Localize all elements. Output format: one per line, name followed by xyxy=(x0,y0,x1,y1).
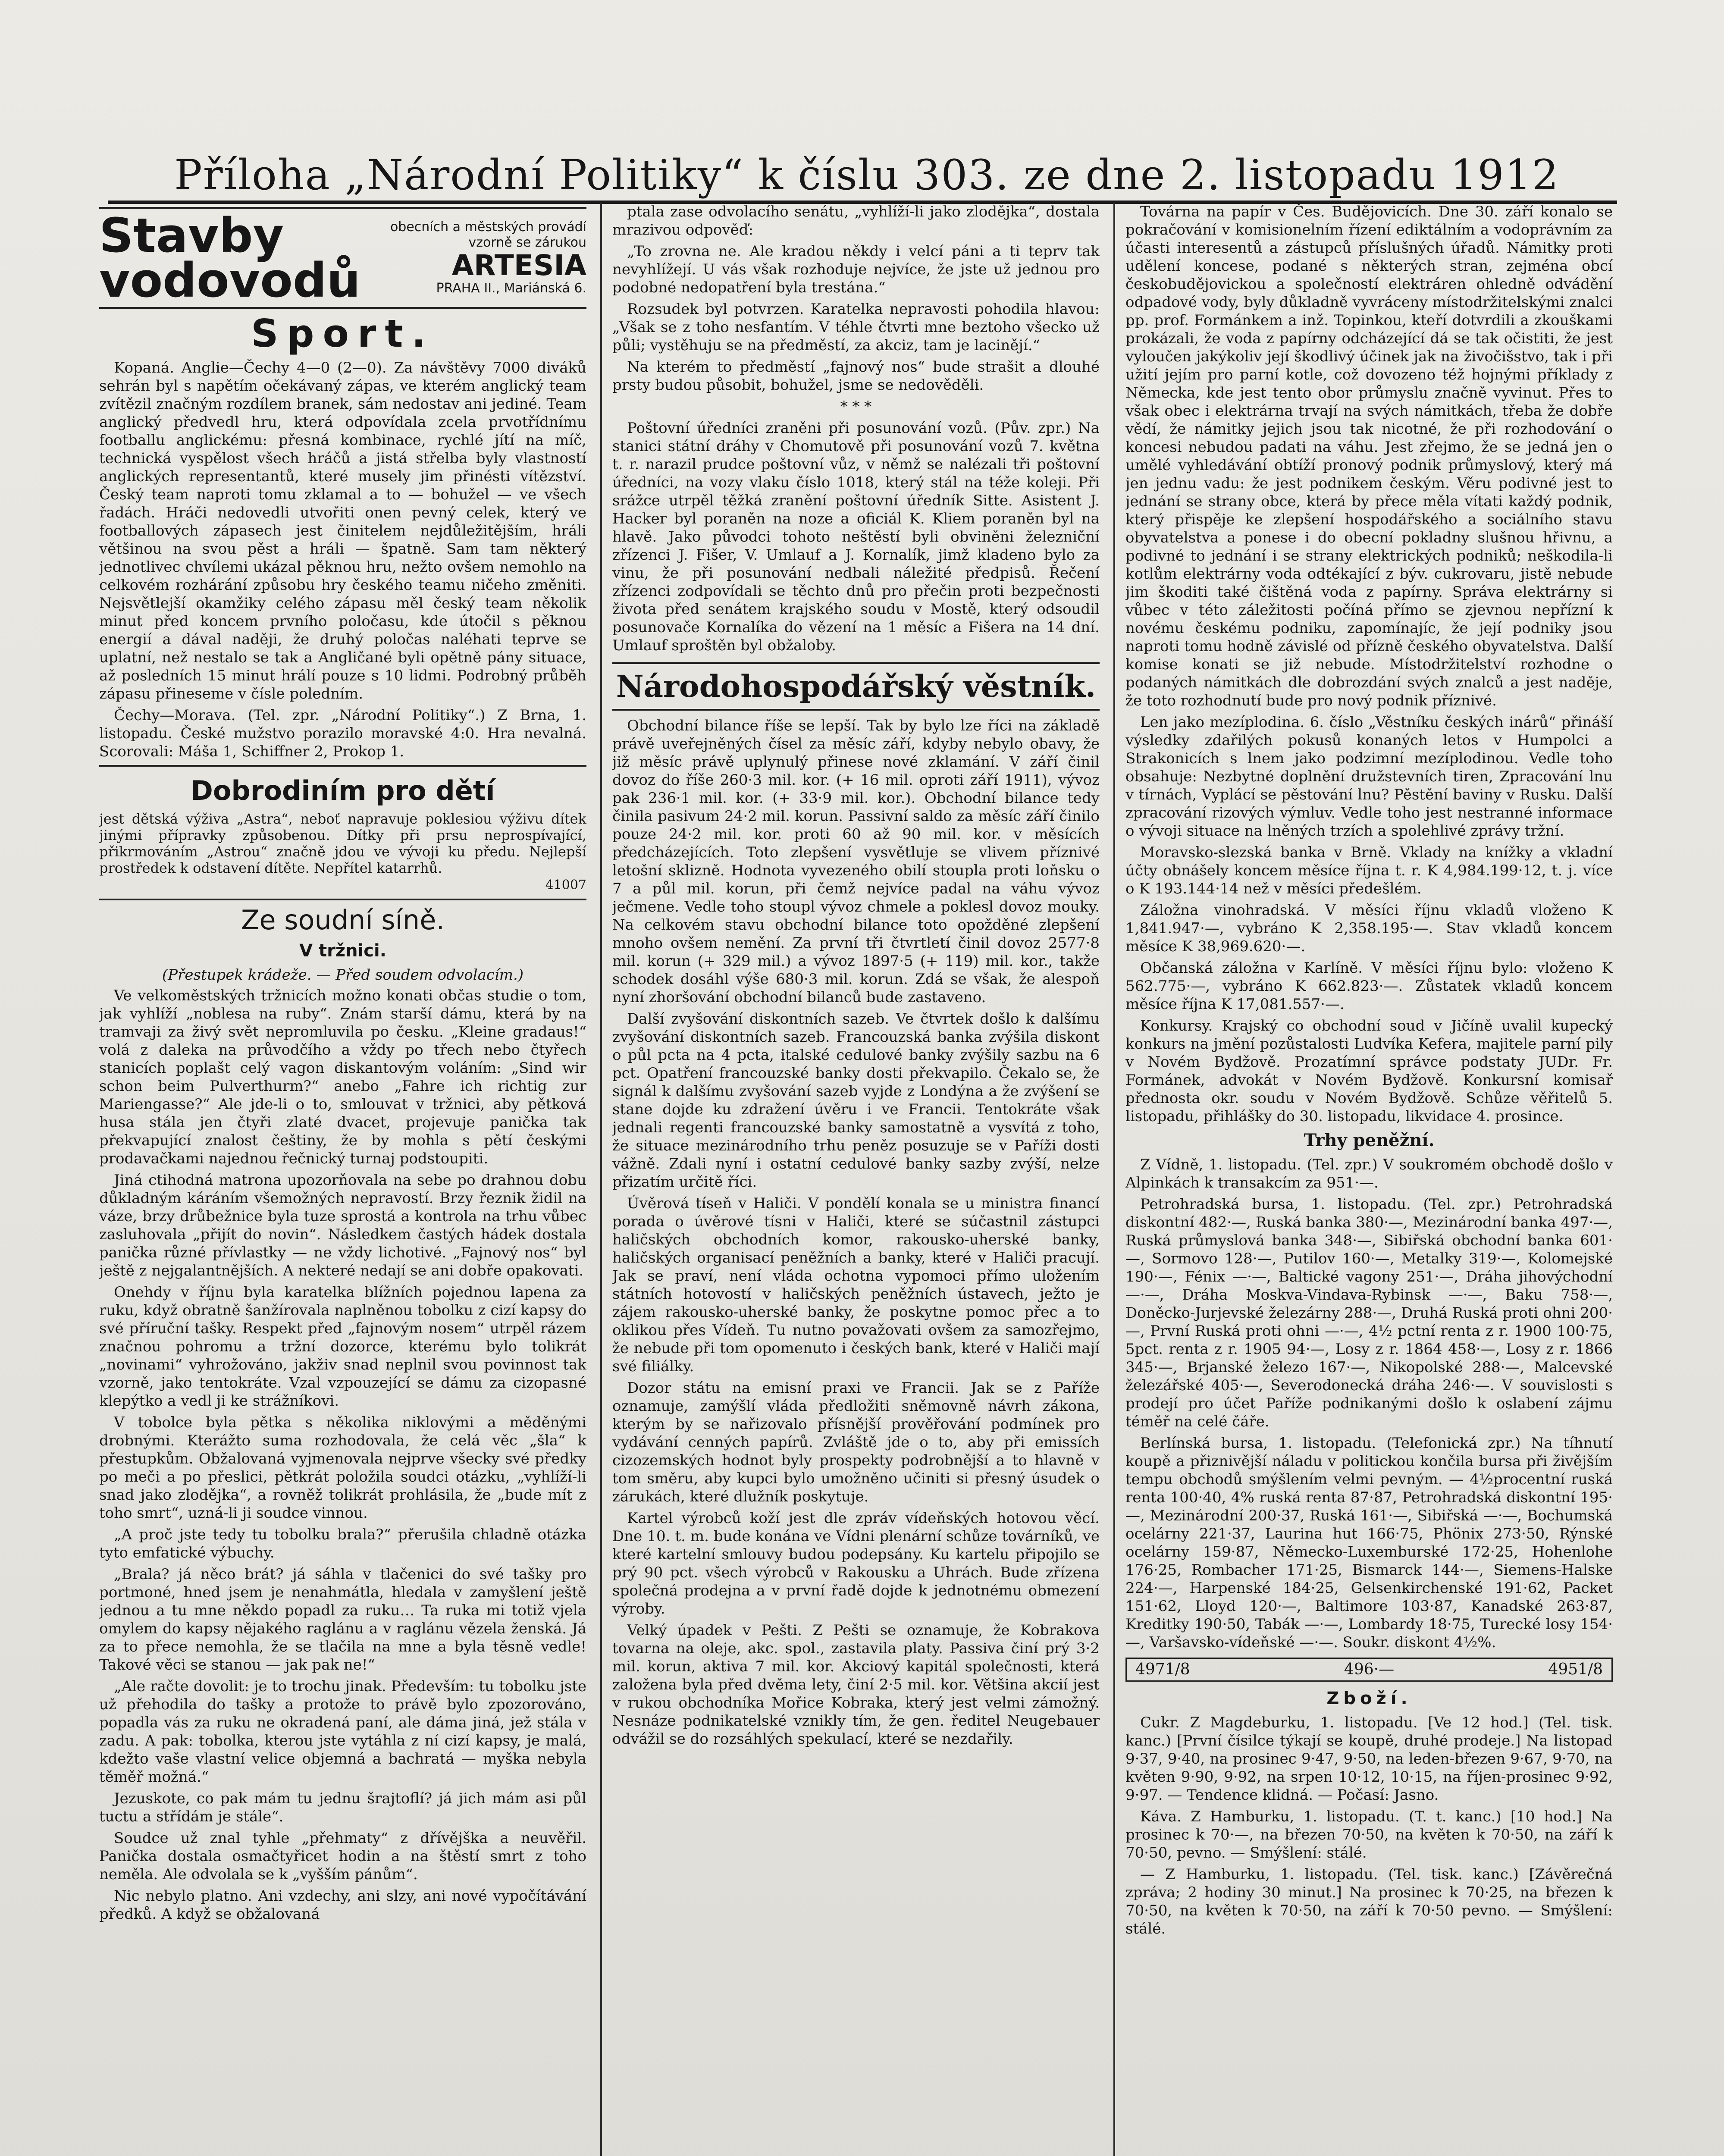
artesia-ad xyxy=(99,207,586,309)
court-paragraph: Jiná ctihodná matrona upozorňovala na sebe po drahnou dobu důkladným káráním všemožných nepravostí. Brzy řeznik židil na váze, brzy drůbežnice byla tuze sprostá a kontrola na trhu vůbec zasluhovala „přijít do novin“. Následkem častých hádek dostala panička různé přívlastky — ne vždy lichotivé. „Fajnový nos“ byl ještě z nejgalantnějších. A nekteré nedají se ani dobře opakovati. xyxy=(99,1172,586,1279)
econ-paragraph: Kartel výrobců koží jest dle zpráv vídeňských hotovou věcí. Dne 10. t. m. bude konána ve Vídni plenární schůze továrníků, ve které kartelní smlouvy budou podepsány. Ku kartelu připojilo se prý 90 pct. všech výrobců v Rakousku a Uhrách. Bude zřízena společná prodejna a v první řadě dojde k jednotnému obmezení výroby. xyxy=(612,1510,1100,1617)
sport-paragraph: Kopaná. Anglie—Čechy 4—0 (2—0). Za návštěvy 7000 diváků sehrán byl s napětím očekávaný zápas, ve kterém anglický team zvítězil značným rozdílem branek, sám nedostav ani jediné. Team anglický předvedl hru, která odpovídala zcela prvotřídnímu footballu anglickému: přesná kombinace, rychlé jítí na míč, technická vyspělost všech hráčů a jistá střelba byly vlastností anglických representantů, které musely jim přinésti vítězství. Český team naproti tomu zklamal a to — bohužel — ve všech řadách. Hráči nedovedli utvořiti onen pevný celek, který ve footballových zápasech jest činitelem nejdůležitějším, hráli většinou na svou pěst a hráli — špatně. Sam tam některý jednotlivec chvílemi ukázal pěknou hru, nežto ovšem nemohlo na celkovém rozhárání způsobu hry českého teamu ničeho změniti. Nejsvětlejší okamžiky celého zápasu měl český team několik minut před koncem prvního poločasu, kde útočil s pěknou energií a dával naději, že druhý poločas naléhati teprve se uplatní, než nestalo se tak a Angličané byli opětně pány situace, až posledních 15 minut hrálí pouze s 10 lidmi. Podrobný průběh zápasu přineseme v čísle poledním. xyxy=(99,359,586,702)
price-table xyxy=(1125,1658,1613,1682)
masthead: Příloha „Národní Politiky“ k číslu 303. ze dne 2. listopadu 1912 xyxy=(174,151,1559,199)
ad-brand: ARTESIA xyxy=(451,249,586,282)
news-paragraph: Len jako mezíplodina. 6. číslo „Věstníku českých inárů“ přináší výsledky zdařilých pokusů konaných letos v Humpolci a Strakonicích s lnem jako podzimní mezíplodinou. Vedle toho obsahuje: Nezbytné doplnění družstevních tiren, Zpracování lnu v tírnách, Vyplácí se pěstování lnu? Pěstění baviny v Rusku. Další zpracování rizových výmluv. Vedle toho jest nestranné informace o vývoji situace na lněných trzích a spolehlivé zprávy tržní. xyxy=(1125,714,1613,840)
econ-paragraph: Velký úpadek v Pešti. Z Pešti se oznamuje, že Kobrakova tovarna na oleje, akc. spol., zastavila platy. Passiva činí prý 3·2 mil. korun, aktiva 7 mil. kor. Akciový kapitál společnosti, která založena byla před dvěma lety, činí 2·5 mil. kor. Většina akcií jest v rukou obchodníka Mořice Kobraka, který jest velmi zámožný. Nesnáze podnikatelské vznikly tím, že gen. ředitel Neugebauer odvážil se do rozsáhlých spekulací, které se nezdařily. xyxy=(612,1622,1100,1748)
court-paragraph: „Brala? já něco brát? já sáhla v tlačenici do své tašky pro portmoné, hned jsem je nenahmátla, hledala v zamyšlení ještě jednou a tu mne někdo popadl za ruku… Ta ruka mi totiž vjela omylem do kapsy nějakého raglánu a v raglánu vězela ženská. Já za to přece nemohla, že se tlačila na mne a byla těsně vedle! Takové věci se stanou — jak pak ne!“ xyxy=(99,1566,586,1673)
econ-heading: Národohospodářský věstník. xyxy=(616,668,1096,704)
money-paragraph: Petrohradská bursa, 1. listopadu. (Tel. zpr.) Petrohradská diskontní 482·—, Ruská banka 380·—, Mezinárodní banka 497·—, Ruská průmyslová banka 348·—, Sibiřská obchodní banka 601·—, Sormovo 128·—, Putilov 160·—, Metalky 319·—, Kolomejské 190·—, Fénix —·—, Baltické vagony 251·—, Dráha jihovýchodní —·—, Dráha Moskva-Vindava-Rybinsk —·—, Baku 758·—, Doněcko-Jurjevské železárny 288·—, Druhá Ruská proti ohni 200·—, První Ruská proti ohni —·—, 4½ pctní renta z r. 1900 100·75, 5pct. renta z r. 1905 94·—, Losy z r. 1864 458·—, Losy z r. 1866 345·—, Brjanské železo 167·—, Nikopolské 288·—, Malcevské železářské 405·—, Severodonecká dráha 246·—. V souvislosti s prodejí pro účet Paříže podnikanými došlo k oslabení zájmu téměř na celé čáře. xyxy=(1125,1196,1613,1430)
news-paragraph: Konkursy. Krajský co obchodní soud v Jičíně uvalil kupecký konkurs na jmění pozůstalosti Ludvíka Kefera, majitele parní pily v Novém Bydžově. Prozatímní správce podstaty JUDr. Fr. Formánek, advokát v Novém Bydžově. Konkursní komisař přednosta okr. soudu v Novém Bydžově. Schůze věřitelů 5. listopadu, přihlášky do 30. listopadu, likvidace 4. prosince. xyxy=(1125,1017,1613,1125)
news-paragraph: Záložna vinohradská. V měsíci říjnu vkladů vloženo K 1,841.947·—, vybráno K 2,358.195·—. Stav vkladů koncem měsíce K 38,969.620·—. xyxy=(1125,902,1613,955)
rail-accident-paragraph: Poštovní úředníci zraněni při posunování vozů. (Pův. zpr.) Na stanici státní dráhy v Chomutově při posunování vozů 7. května t. r. narazil prudce poštovní vůz, v němž se nalézali tři poštovní úředníci, na vozy vlaku číslo 1018, který stál na téže koleji. Při srážce utrpěl těžká zranění poštovní úředník Sitte. Asistent J. Hacker byl poraněn na noze a oficiál K. Kliem poraněn byl na hlavě. Jako původci tohoto neštěstí byli obviněni železniční zřízenci J. Fišer, V. Umlauf a J. Kornalík, jimž kladeno bylo za vinu, že při posunování nedbali náležité předpisů. Řečení zřízenci zodpovídali se těchto dnů pro přečin proti bezpečnosti života před senátem krajského soudu v Mostě, který odsoudil posunovače Kornalíka do vězení na 1 měsíc a Fišera na 14 dní. Umlauf sproštěn byl obžaloby. xyxy=(612,420,1100,654)
news-paragraph: Továrna na papír v Čes. Budějovicích. Dne 30. září konalo se pokračování v komisionelním řízení ediktálním a vodoprávním za účasti interesentů a zástupců příslušných úřadů. Námitky proti udělení koncese, podané s některých stran, zejména obcí českobudějovickou a společností elektráren ohledně odvádění odpadové vody, byly důkladně vyvráceny místodržitelskými znalci pp. prof. Formánkem a inž. Topinkou, kteří dotvrdili a zkouškami prokázali, že voda z papírny odcházející dá se tak očistiti, že jest vyloučen jakýkoliv její škodlivý účinek jak na živočišstvo, tak i při užití jejím pro parní kotle, což dovozeno též hojnými příklady z Německa, kde jest tento obor průmyslu značně vyvinut. Přes to však obec i elektrárna trvají na svých námitkách, třeba že dobře vědí, že námitky jejich jsou tak nicotné, že při rozhodování o koncesi nebudou padati na váhu. Jest zřejmo, že se jedná jen o umělé vyhledávání obtíží pronový podnik průmyslový, který má jen jednu vadu: že jest podnikem českým. Věru podivné jest to jednání se strany obce, která by přece měla vítati každý podnik, který přispěje ke zlepšení hospodářského a sociálního stavu obyvatelstva a ponese i do obecní pokladny slušnou hřivnu, a podivné to jednání i se strany elektrických podniků; neškodila-li kotlům elektrárny voda odtékající z býv. cukrovaru, jistě nebude jim škoditi také čištěná voda z papírny. Správa elektrárny si vůbec v této záležitosti počíná přímo se zjevnou nepřízní k novému českému podniku, zapomínajíc, že její podniky jsou naproti tomu hodně závislé od přízně českého obyvatelstva. Další komise konati se již nebude. Místodržitelství rozhodne o podaných námitkách dle dobrozdání svých znalců a jest naděje, že toto rozhodnutí bude pro nový podnik příznivé. xyxy=(1125,203,1613,709)
court-continuation: Rozsudek byl potvrzen. Karatelka nepravosti pohodila hlavou: „Však se z toho nesfantím. V téhle čtvrti mne beztoho všecko už půli; vystěhuju se na předměstí, za akciz, tam je lacinějí.“ xyxy=(612,301,1100,354)
court-paragraph: Nic nebylo platno. Ani vzdechy, ani slzy, ani nové vypočítávání předků. A když se obžalovaná xyxy=(99,1887,586,1923)
ad-address: PRAHA II., Mariánská 6. xyxy=(436,281,586,296)
court-continuation: „To zrovna ne. Ale kradou někdy i velcí páni a ti teprv tak nevyhlížejí. U vás však rozhoduje nejvíce, že jste už jednou pro podobné nedopatření byla trestána.“ xyxy=(612,243,1100,296)
court-paragraph: „A proč jste tedy tu tobolku brala?“ přerušila chladně otázka tyto emfatické výbuchy. xyxy=(99,1526,586,1561)
price-cell: 4971/8 xyxy=(1135,1661,1190,1678)
court-continuation: Na kterém to předměstí „fajnový nos“ bude strašit a dlouhé prsty budou působit, bohužel, jsme se nedověděli. xyxy=(612,358,1100,394)
court-paragraph: „Ale račte dovolit: je to trochu jinak. Především: tu tobolku jste už přehodila do tašky a protože to právě bylo zpozorováno, popadla vás za ruku ne okradená paní, ale dáma jiná, jež stála v zadu. A pak: tobolka, kterou jste vytáhla z ní cizí kapsy, je malá, kdežto vaše vlastní velice objemná a bachratá — myška nebyla těměř možná.“ xyxy=(99,1678,586,1786)
econ-paragraph: Obchodní bilance říše se lepší. Tak by bylo lze říci na základě právě uveřejněných čísel za měsíc září, kdyby nebylo obavy, že již měsíc právě uplynulý přinese nové zklamání. V září činil dovoz do říše 260·3 mil. kor. (+ 16 mil. oproti září 1911), vývoz pak 236·1 mil. kor. (+ 33·9 mil. kor.). Obchodní bilance tedy činila pasivum 24·2 mil. korun. Passivní saldo za měsíc září činilo pouze 24·2 mil. kor. proti 60 až 90 mil. kor. v měsících předcházejících. Toto zlepšení vysvětluje se vlivem příznivé letošní sklizně. Hodnota vyvezeného obilí stoupla proti loňsku o 7 a půl mil. korun, při čemž nejvíce padal na váhu vývoz ječmene. Vedle toho stoupl vývoz chmele a poklesl dovoz mouky. Na celkovém stavu obchodní bilance toto opožděné zlepšení mnoho ovšem nemění. Za první tři čtvrtletí činil dovoz 2577·8 mil. korun (+ 329 mil.) a vývoz 1897·5 (+ 119) mil. kor., takže schodek dosáhl výše 680·3 mil. korun. Zdá se však, že alespoň nyní zhoršování obchodní bilanců bude zastaveno. xyxy=(612,717,1100,1006)
goods-heading: Zboží. xyxy=(1326,1689,1412,1708)
econ-paragraph: Další zvyšování diskontních sazeb. Ve čtvrtek došlo k dalšímu zvyšování diskontních sazeb. Francouzská banka zvýšila diskont o půl pcta na 4 pcta, italské cedulové banky zvýšily sazbu na 6 pct. Opatření francouzské banky dosti překvapilo. Čekalo se, že signál k dalšímu zvyšování sazeb vyjde z Londýna a že zvýšení se stane dojde ku zdražení úvěru i ve Francii. Tentokráte však jednali regenti francouzské banky samostatně a vysvítá z toho, že situace mezinárodního trhu peněz posuzuje se v Paříži dosti vážně. Zdali nyní i ostatní cedulové banky sazby zvýší, nelze přizatím určitě říci. xyxy=(612,1010,1100,1191)
court-continuation: ptala zase odvolacího senátu, „vyhlíží-li jako zlodějka“, dostala mrazivou odpověď: xyxy=(612,203,1100,238)
astra-ad-number: 41007 xyxy=(545,877,586,893)
news-paragraph: Občanská záložna v Karlíně. V měsíci říjnu bylo: vloženo K 562.775·—, vybráno K 662.823·—. Zůstatek vkladů koncem měsíce října K 17,081.557·—. xyxy=(1125,959,1613,1013)
news-paragraph: Moravsko-slezská banka v Brně. Vklady na knížky a vkladní účty obnášely koncem měsíce října t. r. K 4,984.199·12, t. j. více o K 193.144·14 než v měsíci předešlém. xyxy=(1125,844,1613,897)
court-heading: Ze soudní síně. xyxy=(241,904,445,936)
court-paragraph: V tobolce byla pětka s několika niklovými a měděnými drobnými. Kterážto suma rozhodovala, že celá věc „šla“ k přestupkům. Obžalovaná vyjmenovala nejprve všecky své předky po meči a po přeslici, pětkrát položila soudci otázku, „vyhlíží-li snad jako zlodějka“, a rovněž tolikrát prohlásila, že „bude mít z toho smrt“, uzná-li ji soudce vinnou. xyxy=(99,1414,586,1522)
astra-ad-title: Dobrodiním pro dětí xyxy=(191,775,495,806)
court-lead: (Přestupek krádeže. — Před soudem odvolacím.) xyxy=(162,966,524,984)
money-heading: Trhy peněžní. xyxy=(1304,1130,1435,1150)
court-paragraph: Soudce už znal tyhle „přehmaty“ z dřívějška a neuvěřil. Panička dostala osmačtyřicet hodin a na štěstí smrt z toho neměla. Ale odvolala se k „vyšším pánům“. xyxy=(99,1830,586,1883)
ad-title-stavby: Stavby xyxy=(99,208,284,263)
astra-ad-text: jest dětská výživa „Astra“, neboť napravuje poklesiou výživu dítek jinými přípravky způsobenou. Dítky při prsu neprospívající, přikrmováním „Astrou“ značně jdou ve vývoji ku předu. Nejlepší prostředek k odstavení dítěte. Nepřítel katarrhů. xyxy=(99,811,586,876)
column-divider-2 xyxy=(1113,203,1115,2156)
goods-paragraph: — Z Hamburku, 1. listopadu. (Tel. tisk. kanc.) [Závěrečná zpráva; 2 hodiny 30 minut.] Na prosinec k 70·25, na březen k 70·50, na květen k 70·50, na září k 70·50 pevno. — Smýšlení: stálé. xyxy=(1125,1866,1613,1937)
goods-paragraph: Cukr. Z Magdeburku, 1. listopadu. [Ve 12 hod.] (Tel. tisk. kanc.) [První čísilce týkají se koupě, druhé prodeje.] Na listopad 9·37, 9·40, na prosinec 9·47, 9·50, na leden-březen 9·67, 9·70, na květen 9·90, 9·92, na srpen 10·12, 10·15, na říjen-prosinec 9·92, 9·97. — Tendence klidná. — Počasí: Jasno. xyxy=(1125,1714,1613,1804)
sport-heading: Sport. xyxy=(251,311,435,356)
econ-rule-bottom xyxy=(612,709,1100,711)
column-divider-1 xyxy=(600,203,602,2156)
ad-side-text: obecních a městských provádí vzorně se zárukou xyxy=(390,219,586,250)
court-paragraph: Jezuskote, co pak mám tu jednu šrajtoflí? já jich mám asi půl tuctu a střídám je stále“. xyxy=(99,1790,586,1825)
econ-rule xyxy=(612,662,1100,664)
price-cell: 496·— xyxy=(1344,1661,1395,1678)
econ-paragraph: Úvěrová tíseň v Haliči. V pondělí konala se u ministra financí porada o úvěrové tísni v Haliči, které se súčastnil zástupci haličských obchodních komor, rakousko-uherské banky, haličských organisací peněžních a banky, které v Haliči pracují. Jak se praví, není vláda ochotna vypomoci přímo uložením státních hotovostí v haličských peněžních ústavech, ježto je zájem rakousko-uherské banky, že poskytne pomoc přec a to oklikou přes Vídeň. Tu nutno považovati ovšem za samozřejmo, že nebude při tom opomenuto i českých bank, které v Haliči mají své filiálky. xyxy=(612,1195,1100,1375)
price-cell: 4951/8 xyxy=(1548,1661,1603,1678)
ad-title-vodovodu: vodovodů xyxy=(99,253,360,308)
section-stars: * * * xyxy=(840,398,872,415)
goods-paragraph: Káva. Z Hamburku, 1. listopadu. (T. t. kanc.) [10 hod.] Na prosinec k 70·—, na březen 70·50, na květen k 70·50, na září k 70·50, pevno. — Smýšlení: stálé. xyxy=(1125,1808,1613,1861)
econ-paragraph: Dozor státu na emisní praxi ve Francii. Jak se z Paříže oznamuje, zamýšlí vláda předložiti sněmovně návrh zákona, kterým by se nařizovalo přísnější prověřování podmínek pro vydávání cenných papírů. Zvláště jde o to, aby při emissích cizozemských hodnot byly prospekty podrobnější a to hlavně v tom směru, aby kupci bylo umožněno učiniti si přesný úsudek o zárukách, které dlužník poskytuje. xyxy=(612,1379,1100,1505)
astra-ad xyxy=(99,765,586,900)
money-paragraph: Z Vídně, 1. listopadu. (Tel. zpr.) V soukromém obchodě došlo v Alpinkách k transakcím za 951·—. xyxy=(1125,1156,1613,1191)
column-2 xyxy=(612,203,1100,2156)
sport-paragraph: Čechy—Morava. (Tel. zpr. „Národní Politiky“.) Z Brna, 1. listopadu. České mužstvo porazilo moravské 4:0. Hra nevalná. Scorovali: Máša 1, Schiffner 2, Prokop 1. xyxy=(99,707,586,760)
court-subheading: V tržnici. xyxy=(299,941,386,961)
column-3 xyxy=(1125,203,1613,2156)
money-paragraph: Berlínská bursa, 1. listopadu. (Telefonická zpr.) Na tíhnutí koupě a přiznivější náladu v politickou končila bursa při živějším tempu obchodů smýšlením velmi pevným. — 4½procentní ruská renta 100·40, 4% ruská renta 87·87, Petrohradská diskontní 195·—, Mezinárodní 200·37, Ruská 161·—, Sibiřská —·—, Bochumská ocelárny 221·37, Laurina hut 166·75, Phönix 273·50, Rýnské ocelárny 159·87, Německo-Luxemburské 172·25, Hohenlohe 176·25, Rombacher 171·25, Bismarck 144·—, Siemens-Halske 224·—, Harpenské 184·25, Gelsenkirchenské 191·62, Packet 151·62, Lloyd 120·—, Baltimore 103·87, Kanadské 263·87, Kreditky 190·50, Tabák —·—, Lombardy 18·75, Turecké losy 154·—, Varšavsko-vídeňské —·—. Soukr. diskont 4½%. xyxy=(1125,1435,1613,1651)
column-1 xyxy=(99,203,586,2156)
court-paragraph: Ve velkoměstských tržnicích možno konati občas studie o tom, jak vyhlíží „noblesa na ruby“. Znám starší dámu, která by na tramvaji za živý svět nepromluvila po česku. „Kleine gradaus!“ volá z daleka na průvodčího a vždy po třech nebo čtyřech stanicích poplašt celý vagon diskantovým voláním: „Sind wir schon beim Pulverthurm?“ anebo „Fahre ich richtig zur Mariengasse?“ Ale jde-li o to, smlouvat v tržnici, aby pětková husa stála jen čtyři zlaté dvacet, projevuje panička tak překvapující znalost češtiny, že by mohla s pětí českými prodavačkami najednou řečnický turnaj podstoupiti. xyxy=(99,987,586,1167)
court-paragraph: Onehdy v říjnu byla karatelka blížních pojednou lapena za ruku, když obratně šanžírovala naplněnou tobolku z cizí kapsy do své příruční tašky. Respekt před „fajnovým nosem“ utrpěl rázem značnou pohromu a tržní dozorce, kterému bylo tolikrát „novinami“ vyhrožováno, jakživ snad neplnil svou povinnost tak vzorně, jako tentokráte. Vzal vzpouzející se dámu za cizopasné klepýtko a vedl ji ke strážníkovi. xyxy=(99,1284,586,1410)
